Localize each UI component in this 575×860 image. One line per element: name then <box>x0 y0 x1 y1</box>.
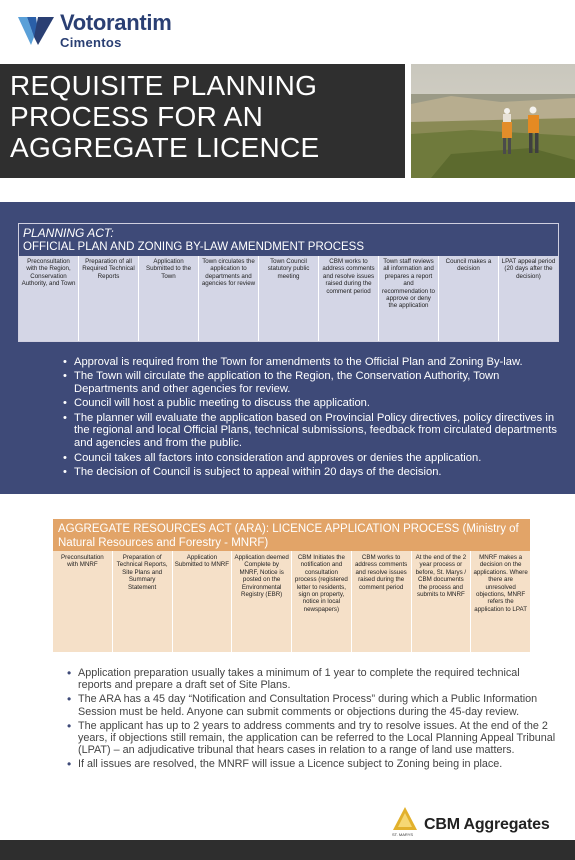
ara-process-box <box>53 519 530 652</box>
planning-step: Town circulates the application to departments and agencies for review <box>199 256 259 341</box>
logo-name: Votorantim <box>60 10 172 35</box>
planning-step: Preparation of all Required Technical Reports <box>79 256 139 341</box>
planning-bullet: • The planner will evaluate the application based on Provincial Policy directives, policy directives in the regional and local Official Plans, technical submissions, feedback from circulated departments and agencies and from the public. <box>62 412 562 450</box>
site-photo-image <box>411 64 575 178</box>
cbm-label: CBM Aggregates <box>424 816 550 833</box>
ara-steps <box>53 551 530 652</box>
ara-bullets <box>66 667 556 773</box>
planning-step: Town staff reviews all information and prepares a report and recommendation to approve or deny the application <box>379 256 439 341</box>
ara-step: Preparation of Technical Reports, Site Plans and Summary Statement <box>113 551 173 652</box>
ara-step: At the end of the 2 year process or before, St. Marys / CBM documents the process and submits to MNRF <box>412 551 472 652</box>
planning-bullet: • Council will host a public meeting to discuss the application. <box>62 397 562 410</box>
planning-bullet: • The Town will circulate the application to the Region, the Conservation Authority, Town Departments and other agencies for review. <box>62 370 562 396</box>
planning-step: Town Council statutory public meeting <box>259 256 319 341</box>
ara-step: Application Submitted to MNRF <box>173 551 233 652</box>
planning-act-subheading: OFFICIAL PLAN AND ZONING BY-LAW AMENDMENT PROCESS <box>23 241 365 253</box>
ara-heading: AGGREGATE RESOURCES ACT (ARA): LICENCE APPLICATION PROCESS (Ministry of Natural Resources and Forestry - MNRF) <box>53 519 530 551</box>
ara-bullet: • Application preparation usually takes a minimum of 1 year to complete the required technical reports and prepare a draft set of Site Plans. <box>66 667 556 691</box>
planning-act-steps <box>19 256 558 341</box>
planning-step: Application Submitted to the Town <box>139 256 199 341</box>
ara-step: Preconsultation with MNRF <box>53 551 113 652</box>
planning-step: CBM works to address comments and resolve issues raised during the comment period <box>319 256 379 341</box>
logo-subtitle: Cimentos <box>60 35 122 50</box>
ara-bullet: • If all issues are resolved, the MNRF will issue a Licence subject to Zoning being in place. <box>66 758 556 770</box>
planning-act-process-box <box>18 223 559 342</box>
ara-step: CBM Initiates the notification and consultation process (registered letter to residents, sign on property, notice in local newspapers) <box>292 551 352 652</box>
planning-act-heading: PLANNING ACT: <box>23 226 114 240</box>
planning-step: LPAT appeal period (20 days after the decision) <box>499 256 558 341</box>
votorantim-logo <box>16 12 171 49</box>
ara-bullet: • The applicant has up to 2 years to address comments and try to resolve issues. At the end of the 2 years, if objections still remain, the application can be referred to the Local Planning Appeal Tribunal (LPAT) – an adjudicative tribunal that hears cases in relation to a range of land use matters. <box>66 720 556 757</box>
planning-bullet: • Approval is required from the Town for amendments to the Official Plan and Zoning By-law. <box>62 356 562 369</box>
planning-step: Council makes a decision <box>439 256 499 341</box>
ara-step: Application deemed Complete by MNRF, Notice is posted on the Environmental Registry (EBR) <box>232 551 292 652</box>
page-title: REQUISITE PLANNING PROCESS FOR AN AGGREGATE LICENCE <box>10 70 320 163</box>
planning-act-header <box>19 224 558 256</box>
planning-bullet: • Council takes all factors into consideration and approves or denies the application. <box>62 452 562 465</box>
st-marys-label: ST. MARYS <box>392 832 414 837</box>
ara-bullet: • The ARA has a 45 day “Notification and Consultation Process” during which a Public Information Session must be held. Anyone can submit comments or objections during the 45-day review. <box>66 693 556 717</box>
site-photo <box>411 64 575 178</box>
cbm-triangle-icon <box>392 806 418 834</box>
planning-act-bullets <box>62 356 562 480</box>
footer-bar <box>0 840 575 860</box>
planning-bullet: • The decision of Council is subject to appeal within 20 days of the decision. <box>62 466 562 479</box>
votorantim-v-icon <box>16 13 56 49</box>
ara-step: MNRF makes a decision on the applications. Where there are unresolved objections, MNRF refers the application to LPAT <box>471 551 530 652</box>
ara-step: CBM works to address comments and resolve issues raised during the comment period <box>352 551 412 652</box>
planning-step: Preconsultation with the Region, Conservation Authority, and Town <box>19 256 79 341</box>
cbm-aggregates-logo <box>392 806 550 834</box>
